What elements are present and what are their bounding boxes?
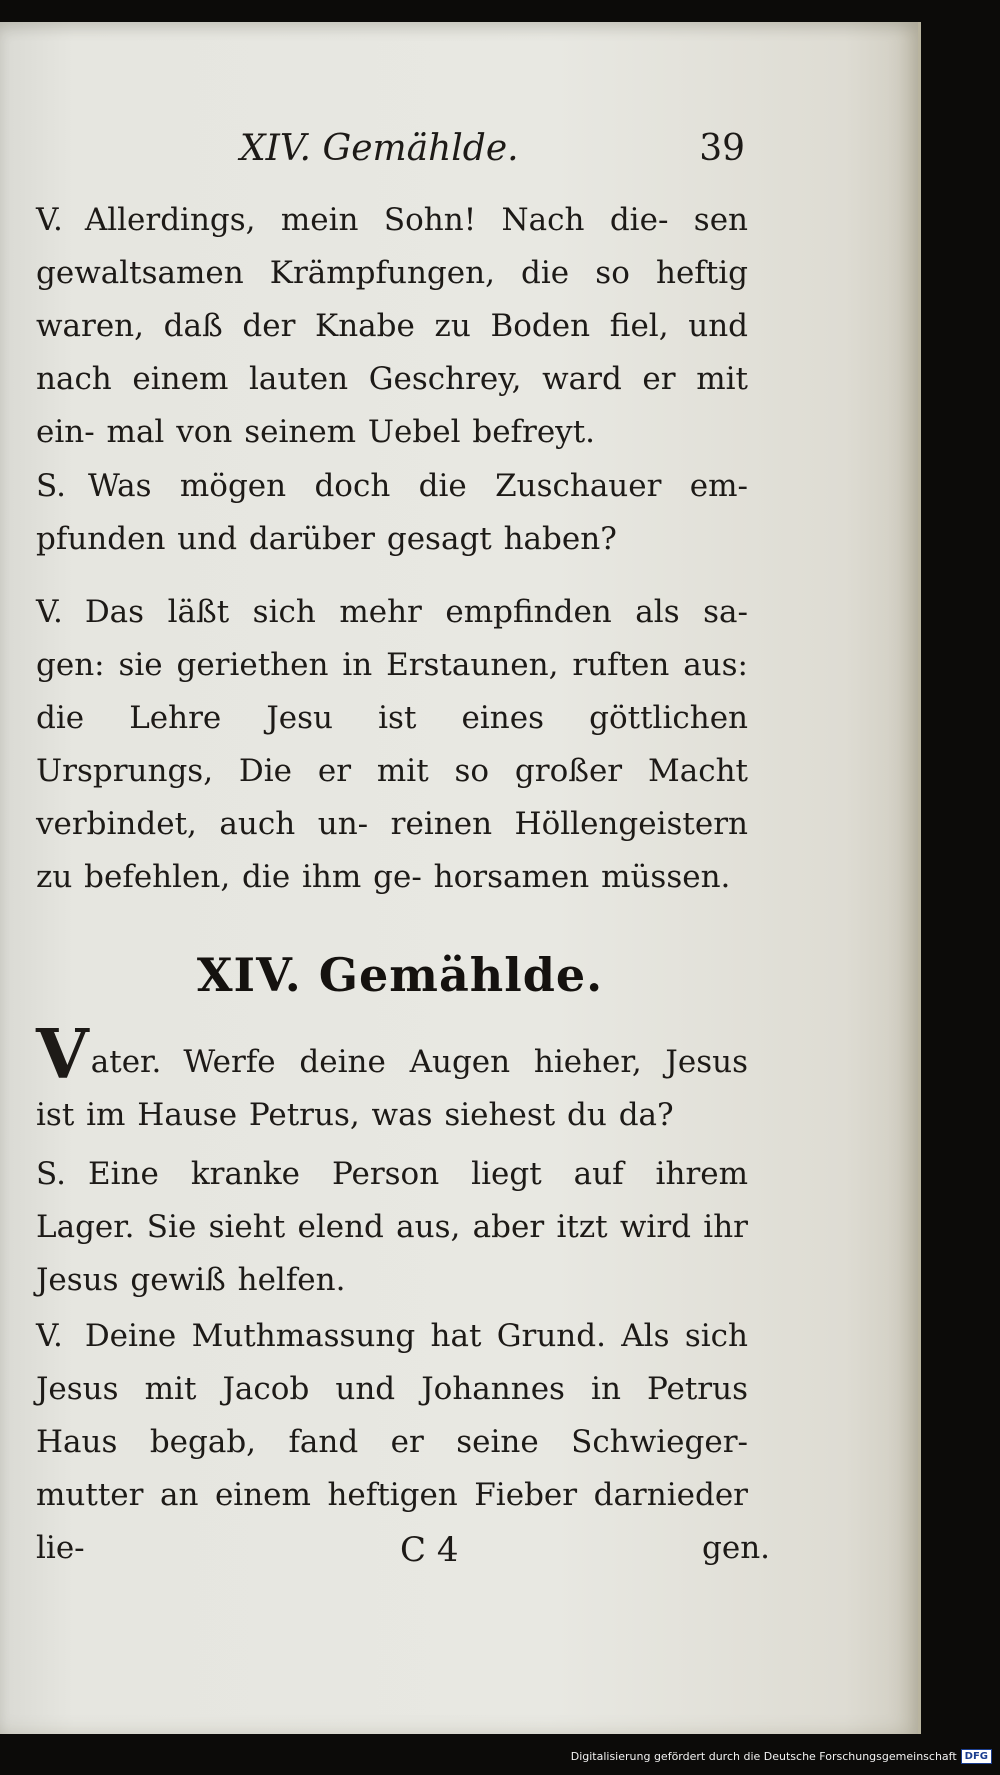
paragraph-text: Deine Muthmassung hat Grund. Als sich Jesus mit Jacob und Johannes in Petrus Haus begab, fand er seine Schwieger- mutter an einem heftigen Fieber darnieder lie- (36, 1318, 748, 1566)
catchword: gen. (702, 1530, 771, 1566)
drop-capital: V (36, 1015, 89, 1095)
paragraph-text: Das läßt sich mehr empfinden als sa- gen: sie geriethen in Erstaunen, ruften aus: die Lehre Jesu ist eines göttlichen Ursprungs, Die er mit so großer Macht verbindet, auch un- reinen Höllengeistern zu befehlen, die ihm ge- horsamen müssen. (36, 594, 748, 895)
signature-mark: C 4 (400, 1530, 459, 1570)
footer-credit-text: Digitalisierung gefördert durch die Deutsche Forschungsgemeinschaft (570, 1749, 957, 1763)
speaker-label: V. (36, 1318, 63, 1354)
speaker-label: V. (36, 594, 63, 630)
paragraph-text: Werfe deine Augen hieher, Jesus ist im Hause Petrus, was siehest du da? (36, 1044, 748, 1133)
paragraph-text: Was mögen doch die Zuschauer em- pfunden und darüber gesagt haben? (36, 468, 748, 557)
speaker-label: S. (36, 468, 66, 504)
speaker-label: ater. (90, 1044, 162, 1080)
running-header (240, 128, 745, 178)
page-number: 39 (699, 128, 745, 169)
section-heading: XIV. Gemählde. (196, 948, 604, 1002)
paragraph-father-intro (36, 1015, 748, 1136)
speaker-label: S. (36, 1156, 66, 1192)
paragraph-son-observation (36, 1148, 748, 1307)
paragraph-father-reply (36, 586, 748, 904)
paragraph-father-answer (36, 194, 748, 459)
dfg-logo: DFG (961, 1749, 992, 1764)
speaker-label: V. (36, 202, 63, 238)
paragraph-son-question (36, 460, 748, 566)
running-title: XIV. Gemählde. (240, 128, 519, 169)
paragraph-text: Eine kranke Person liegt auf ihrem Lager. Sie sieht elend aus, aber itzt wird ihr Jesus gewiß helfen. (36, 1156, 748, 1298)
digitization-footer (571, 1741, 992, 1771)
paragraph-text: Allerdings, mein Sohn! Nach die- sen gewaltsamen Krämpfungen, die so heftig waren, daß der Knabe zu Boden fiel, und nach einem lauten Geschrey, ward er mit ein- mal von seinem Uebel befreyt. (36, 202, 748, 450)
